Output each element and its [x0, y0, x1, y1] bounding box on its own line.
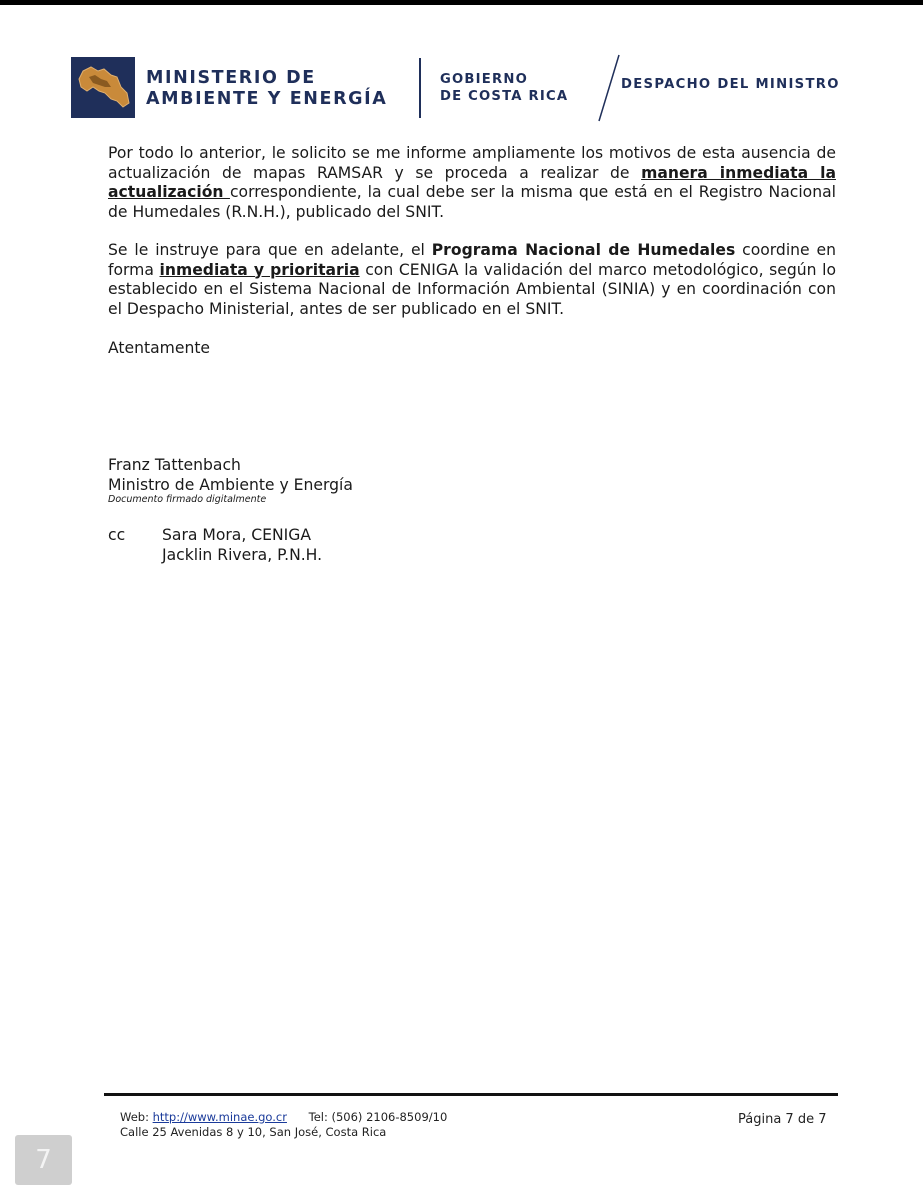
- ministry-name: [146, 68, 387, 110]
- cc-label: cc: [108, 526, 126, 544]
- paragraph-instruction: [108, 241, 836, 319]
- costa-rica-map-icon: [71, 57, 135, 118]
- page-number: Página 7 de 7: [738, 1112, 827, 1127]
- p1-emphasis: manera inmediata la actualización: [108, 163, 836, 201]
- cc-recipient: Sara Mora, CENIGA: [162, 526, 312, 544]
- web-label: Web:: [120, 1110, 149, 1124]
- p2-program-name: Programa Nacional de Humedales: [431, 241, 736, 259]
- ministry-line-2: AMBIENTE Y ENERGÍA: [146, 89, 388, 109]
- top-border: [0, 0, 923, 5]
- office-name: DESPACHO DEL MINISTRO: [621, 77, 840, 92]
- cc-list: [162, 526, 322, 565]
- footer-contact: [120, 1110, 447, 1140]
- government-name: [440, 71, 568, 105]
- page-indicator-badge[interactable]: 7: [15, 1135, 72, 1185]
- paragraph-request: [108, 144, 836, 222]
- p2-text-e: con CENIGA la validación del marco metodológico, según lo establecido en el Sistema Nacional de Información Ambiental (SINIA) y en coordinación con el Despacho Ministerial, antes de ser publicado en el SNIT.: [108, 260, 837, 318]
- ministry-line-1: MINISTERIO DE: [146, 68, 316, 88]
- p1-text-a: Por todo lo anterior, le solicito se me informe ampliamente los motivos de esta ausencia de actualización de mapas RAMSAR y se proceda a realizar de: [108, 144, 836, 182]
- closing: Atentamente: [108, 339, 211, 357]
- gov-line-2: DE COSTA RICA: [440, 89, 569, 104]
- website-link[interactable]: http://www.minae.go.cr: [152, 1110, 287, 1124]
- header-divider: [419, 58, 421, 118]
- digital-signature-note: Documento firmado digitalmente: [108, 494, 267, 505]
- p2-text-a: Se le instruye para que en adelante, el: [108, 241, 432, 259]
- signer-name: Franz Tattenbach: [108, 456, 241, 474]
- p2-emphasis: inmediata y prioritaria: [159, 260, 360, 279]
- gov-line-1: GOBIERNO: [440, 72, 529, 87]
- phone-number: Tel: (506) 2106-8509/10: [308, 1110, 448, 1124]
- cc-recipient: Jacklin Rivera, P.N.H.: [162, 545, 323, 564]
- p1-text-c: correspondiente, la cual debe ser la misma que está en el Registro Nacional de Humedales (R.N.H.), publicado del SNIT.: [108, 183, 836, 221]
- signature-block: [108, 456, 353, 495]
- signer-title: Ministro de Ambiente y Energía: [108, 475, 353, 494]
- p2-text-c: coordine en forma: [108, 241, 836, 279]
- footer-divider: [104, 1093, 838, 1096]
- address: Calle 25 Avenidas 8 y 10, San José, Costa Rica: [120, 1125, 387, 1139]
